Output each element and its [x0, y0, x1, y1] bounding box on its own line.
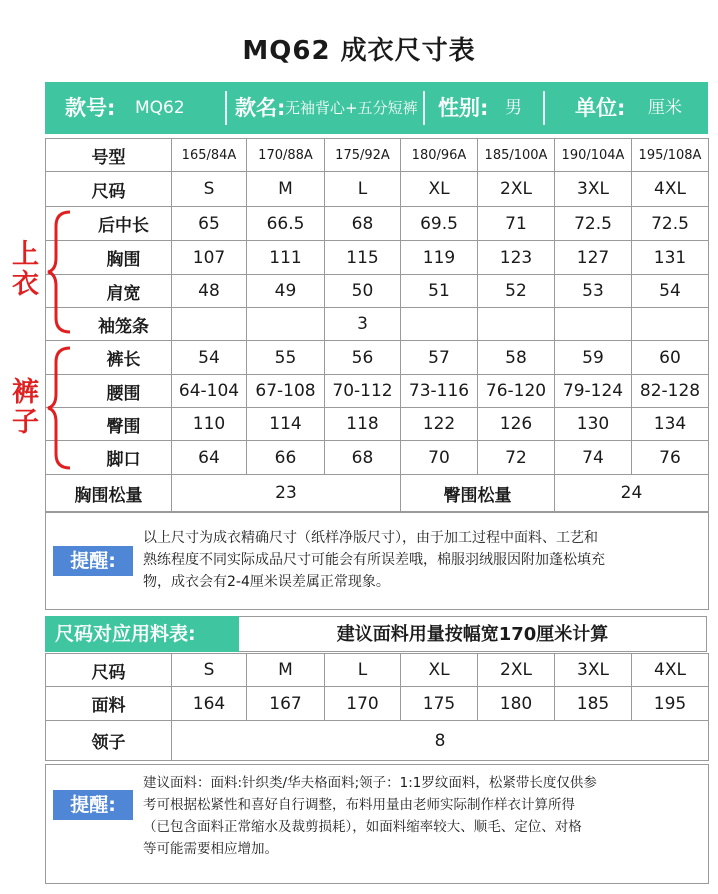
fabric-size-row	[46, 654, 709, 687]
fabric-row	[46, 687, 709, 721]
type-cell: 195/108A	[632, 139, 709, 172]
type-cell: 185/100A	[478, 139, 555, 172]
page-title: MQ62 成衣尺寸表	[242, 36, 476, 66]
measure-cell: 57	[401, 341, 478, 375]
measure-cell: 68	[325, 441, 401, 475]
measure-name: 臀围	[46, 408, 172, 441]
measure-cell: 56	[325, 341, 401, 375]
fabric-size-cell: 4XL	[632, 654, 709, 687]
measure-cell: 54	[172, 341, 247, 375]
hip-ease-label: 臀围松量	[401, 475, 555, 512]
measure-cell: 69.5	[401, 207, 478, 241]
reminder-line: 物，成衣会有2-4厘米误差属正常现象。	[143, 574, 390, 590]
info-bar	[45, 82, 708, 134]
measure-cell: 64-104	[172, 375, 247, 408]
type-cell: 190/104A	[555, 139, 632, 172]
measure-cell: 59	[555, 341, 632, 375]
fabric-cell: 195	[632, 687, 709, 721]
type-cell: 170/88A	[247, 139, 325, 172]
pants-group-bracket	[48, 348, 70, 468]
measure-cell: 127	[555, 241, 632, 275]
measure-cell: 114	[247, 408, 325, 441]
measure-cell: 76-120	[478, 375, 555, 408]
reminder-line: （已包含面料正常缩水及裁剪损耗），如面料缩率较大、顺毛、定位、对格	[143, 819, 582, 835]
size-cell: S	[172, 172, 247, 207]
measure-row	[46, 441, 709, 475]
divider	[225, 91, 227, 125]
measure-row	[46, 308, 709, 341]
top-group-label: 上衣	[12, 239, 39, 300]
style-name: 无袖背心+五分短裤	[285, 99, 418, 117]
measure-cell: 60	[632, 341, 709, 375]
reminder-label: 提醒:	[53, 546, 133, 576]
type-cell: 175/92A	[325, 139, 401, 172]
top-group-bracket	[48, 212, 70, 332]
measure-cell: 55	[247, 341, 325, 375]
gender-label: 性别:	[438, 96, 489, 120]
measure-cell: 72.5	[632, 207, 709, 241]
measure-name: 腰围	[46, 375, 172, 408]
size-cell: XL	[401, 172, 478, 207]
measure-cell: 70	[401, 441, 478, 475]
measure-cell: 122	[401, 408, 478, 441]
reminder-line: 建议面料：面料:针织类/华夫格面料;领子：1:1罗纹面料，松紧带长度仅供参	[143, 775, 597, 791]
fabric-size-cell: 2XL	[478, 654, 555, 687]
fabric-note: 建议面料用量按幅宽170厘米计算	[239, 616, 707, 652]
chest-ease-label: 胸围松量	[46, 475, 172, 512]
group-brackets	[44, 206, 78, 476]
fabric-size-cell: M	[247, 654, 325, 687]
fabric-cell: 180	[478, 687, 555, 721]
type-cell: 165/84A	[172, 139, 247, 172]
measure-cell: 126	[478, 408, 555, 441]
size-cell: M	[247, 172, 325, 207]
measure-cell: 68	[325, 207, 401, 241]
reminder-text	[143, 772, 703, 860]
measure-cell: 119	[401, 241, 478, 275]
measure-cell: 51	[401, 275, 478, 308]
measure-cell: 53	[555, 275, 632, 308]
style-no-label: 款号:	[65, 96, 116, 120]
fabric-cell: 170	[325, 687, 401, 721]
measure-row	[46, 241, 709, 275]
fabric-size-cell: S	[172, 654, 247, 687]
divider	[423, 91, 425, 125]
measure-cell: 66.5	[247, 207, 325, 241]
measure-cell: 131	[632, 241, 709, 275]
measure-cell: 72.5	[555, 207, 632, 241]
fabric-cell: 167	[247, 687, 325, 721]
unit-label: 单位:	[575, 96, 626, 120]
measure-cell: 52	[478, 275, 555, 308]
measure-name: 袖笼条	[46, 308, 172, 341]
measure-row	[46, 408, 709, 441]
measure-cell	[401, 308, 478, 341]
fabric-size-label: 尺码	[46, 654, 172, 687]
fabric-cell: 164	[172, 687, 247, 721]
measure-cell: 54	[632, 275, 709, 308]
reminder-text	[143, 527, 703, 593]
measure-name: 脚口	[46, 441, 172, 475]
size-cell: L	[325, 172, 401, 207]
fabric-table	[45, 653, 709, 761]
measure-cell: 115	[325, 241, 401, 275]
measure-cell: 50	[325, 275, 401, 308]
type-label: 号型	[46, 139, 172, 172]
measure-cell: 58	[478, 341, 555, 375]
measure-cell: 67-108	[247, 375, 325, 408]
reminder-line: 以上尺寸为成衣精确尺寸（纸样净版尺寸），由于加工过程中面料、工艺和	[143, 530, 598, 546]
measure-cell	[632, 308, 709, 341]
hip-ease-value: 24	[555, 475, 709, 512]
measure-cell: 111	[247, 241, 325, 275]
size-cell: 4XL	[632, 172, 709, 207]
measure-row	[46, 275, 709, 308]
type-row	[46, 139, 709, 172]
chest-ease-value: 23	[172, 475, 401, 512]
measure-cell: 48	[172, 275, 247, 308]
gender: 男	[505, 98, 522, 118]
measure-row	[46, 207, 709, 241]
size-row	[46, 172, 709, 207]
measure-row	[46, 375, 709, 408]
measure-row	[46, 341, 709, 375]
fabric-size-cell: XL	[401, 654, 478, 687]
size-table	[45, 138, 709, 512]
measure-cell: 70-112	[325, 375, 401, 408]
measure-cell: 79-124	[555, 375, 632, 408]
divider	[543, 91, 545, 125]
measure-cell: 73-116	[401, 375, 478, 408]
style-no: MQ62	[135, 98, 185, 118]
measure-cell: 65	[172, 207, 247, 241]
fabric-label: 面料	[46, 687, 172, 721]
measure-cell: 123	[478, 241, 555, 275]
measure-name: 胸围	[46, 241, 172, 275]
fabric-size-cell: L	[325, 654, 401, 687]
measure-cell: 107	[172, 241, 247, 275]
style-name-label: 款名:	[235, 96, 286, 120]
pants-group-label: 裤子	[12, 377, 39, 438]
measure-name: 裤长	[46, 341, 172, 375]
measure-name: 后中长	[46, 207, 172, 241]
measure-cell: 49	[247, 275, 325, 308]
size-cell: 3XL	[555, 172, 632, 207]
type-cell: 180/96A	[401, 139, 478, 172]
reminder-line: 熟练程度不同实际成品尺寸可能会有所误差哦，棉服羽绒服因附加蓬松填充	[143, 552, 605, 568]
measure-cell: 82-128	[632, 375, 709, 408]
measure-cell: 72	[478, 441, 555, 475]
measure-name: 肩宽	[46, 275, 172, 308]
reminder-line: 考可根据松紧性和喜好自行调整，布料用量由老师实际制作样衣计算所得	[143, 797, 575, 813]
measure-cell	[247, 308, 325, 341]
size-label: 尺码	[46, 172, 172, 207]
measure-cell	[555, 308, 632, 341]
measure-cell: 66	[247, 441, 325, 475]
measure-cell	[172, 308, 247, 341]
measure-cell: 130	[555, 408, 632, 441]
measure-cell: 76	[632, 441, 709, 475]
measure-cell: 64	[172, 441, 247, 475]
fabric-cell: 185	[555, 687, 632, 721]
fabric-cell: 175	[401, 687, 478, 721]
measure-cell: 3	[325, 308, 401, 341]
fabric-size-cell: 3XL	[555, 654, 632, 687]
size-cell: 2XL	[478, 172, 555, 207]
measure-cell: 74	[555, 441, 632, 475]
reminder-label: 提醒:	[53, 790, 133, 820]
measure-cell: 110	[172, 408, 247, 441]
fabric-header: 尺码对应用料表:	[45, 616, 239, 652]
collar-value: 8	[172, 721, 709, 761]
measure-cell	[478, 308, 555, 341]
ease-row	[46, 475, 709, 512]
collar-label: 领子	[46, 721, 172, 761]
measure-cell: 118	[325, 408, 401, 441]
unit: 厘米	[648, 98, 682, 118]
reminder-line: 等可能需要相应增加。	[143, 841, 278, 857]
collar-row	[46, 721, 709, 761]
measure-cell: 71	[478, 207, 555, 241]
measure-cell: 134	[632, 408, 709, 441]
